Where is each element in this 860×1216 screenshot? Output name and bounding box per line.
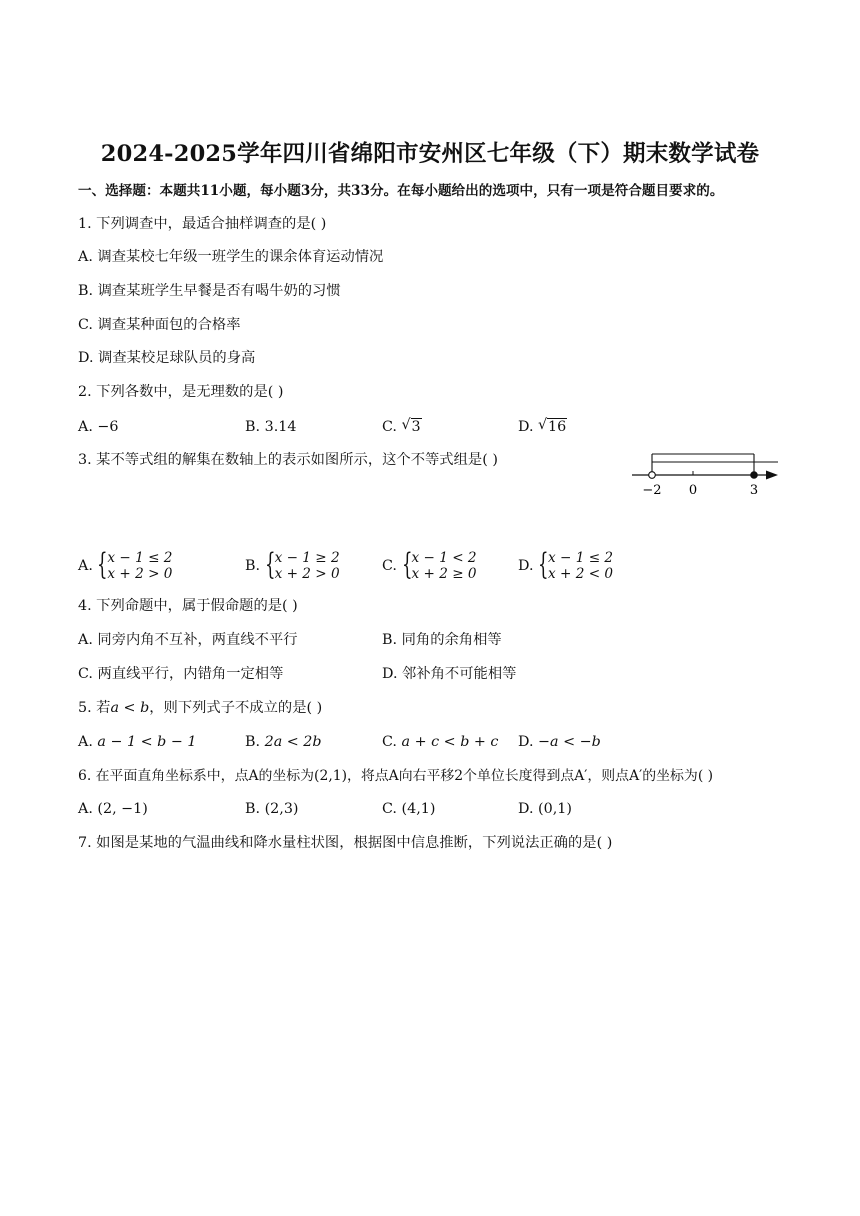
q5-d-math: −a < −b (538, 734, 601, 750)
page-title: 2024-2025学年四川省绵阳市安州区七年级（下）期末数学试卷 (100, 141, 760, 167)
sqrt-3-arg: 3 (411, 419, 421, 435)
tick-label-0: 0 (688, 483, 698, 498)
q3-option-a-label: A. (78, 558, 93, 574)
q6-option-d: D. (0,1) (518, 801, 572, 817)
q3-b-line1: x − 1 ≥ 2 (274, 550, 340, 566)
q3-stem: 3. 某不等式组的解集在数轴上的表示如图所示，这个不等式组是( ) (78, 452, 498, 468)
q3-option-c (382, 547, 477, 582)
q4-stem: 4. 下列命题中，属于假命题的是( ) (78, 598, 298, 614)
q5-c-label: C. (382, 734, 397, 750)
q2-option-c (382, 418, 422, 436)
inequality-system-c: { x − 1 < 2 x + 2 ≥ 0 (401, 547, 477, 582)
q5-stem-math: a < b (110, 700, 150, 716)
q4-option-c: C. 两直线平行，内错角一定相等 (78, 666, 284, 682)
q1-option-c: C. 调查某种面包的合格率 (78, 317, 241, 333)
q5-a-math: a − 1 < b − 1 (97, 734, 197, 750)
q2-stem: 2. 下列各数中，是无理数的是( ) (78, 384, 284, 400)
q3-option-d-label: D. (518, 558, 534, 574)
q5-a-label: A. (78, 734, 93, 750)
q3-option-a (78, 547, 173, 582)
open-point-minus-2 (649, 472, 656, 479)
q5-stem (78, 699, 322, 717)
tick-label-3: 3 (749, 483, 759, 498)
q5-stem-post: ，则下列式子不成立的是( ) (149, 700, 323, 716)
q5-c-math: a + c < b + c (401, 734, 499, 750)
q3-d-line2: x + 2 < 0 (548, 566, 614, 582)
q7-stem: 7. 如图是某地的气温曲线和降水量柱状图，根据图中信息推断，下列说法正确的是( ) (78, 835, 613, 851)
q1-option-a: A. 调查某校七年级一班学生的课余体育运动情况 (78, 249, 384, 265)
q3-b-line2: x + 2 > 0 (274, 566, 340, 582)
q6-option-a: A. (2, −1) (78, 801, 148, 817)
q2-option-a: A. −6 (78, 419, 119, 435)
q5-option-b (245, 733, 322, 751)
q5-option-c (382, 733, 498, 751)
sqrt-16: √ 16 (538, 417, 567, 435)
inequality-system-d: { x − 1 ≤ 2 x + 2 < 0 (538, 547, 614, 582)
q3-c-line2: x + 2 ≥ 0 (411, 566, 477, 582)
q1-option-d: D. 调查某校足球队员的身高 (78, 350, 256, 366)
inequality-system-b: { x − 1 ≥ 2 x + 2 > 0 (264, 547, 340, 582)
q1-stem: 1. 下列调查中，最适合抽样调查的是( ) (78, 216, 327, 232)
closed-point-3 (751, 472, 758, 479)
q5-stem-pre: 5. 若 (78, 700, 111, 716)
q6-stem: 6. 在平面直角坐标系中，点A的坐标为(2,1)，将点A向右平移2个单位长度得到点A′，则点A′的坐标为( ) (78, 768, 714, 784)
q3-c-line1: x − 1 < 2 (411, 550, 477, 566)
sqrt-3: √ 3 (401, 417, 421, 435)
q3-a-line1: x − 1 ≤ 2 (107, 550, 173, 566)
q2-option-d-label: D. (518, 419, 534, 435)
sqrt-16-arg: 16 (548, 419, 567, 435)
q6-option-c: C. (4,1) (382, 801, 436, 817)
inequality-system-a: { x − 1 ≤ 2 x + 2 > 0 (97, 547, 173, 582)
q3-option-b (245, 547, 340, 582)
section-heading: 一、选择题：本题共11小题，每小题3分，共33分。在每小题给出的选项中，只有一项是符合题目要求的。 (78, 183, 724, 199)
q6-option-b: B. (2,3) (245, 801, 299, 817)
q5-option-d (518, 733, 601, 751)
number-line-figure (630, 448, 782, 500)
q1-option-b: B. 调查某班学生早餐是否有喝牛奶的习惯 (78, 283, 341, 299)
q5-b-label: B. (245, 734, 261, 750)
q5-option-a (78, 733, 197, 751)
q4-option-b: B. 同角的余角相等 (382, 632, 502, 648)
number-line-arrow (766, 471, 778, 480)
q5-b-math: 2a < 2b (264, 734, 322, 750)
q4-option-a: A. 同旁内角不互补，两直线不平行 (78, 632, 298, 648)
q5-d-label: D. (518, 734, 534, 750)
q3-a-line2: x + 2 > 0 (107, 566, 173, 582)
q2-option-b: B. 3.14 (245, 419, 297, 435)
q2-option-c-label: C. (382, 419, 397, 435)
q3-option-b-label: B. (245, 558, 261, 574)
q4-option-d: D. 邻补角不可能相等 (382, 666, 517, 682)
tick-label-minus-2: −2 (642, 483, 662, 498)
q2-option-d (518, 418, 567, 436)
q3-option-c-label: C. (382, 558, 397, 574)
q3-d-line1: x − 1 ≤ 2 (548, 550, 614, 566)
q3-option-d (518, 547, 614, 582)
